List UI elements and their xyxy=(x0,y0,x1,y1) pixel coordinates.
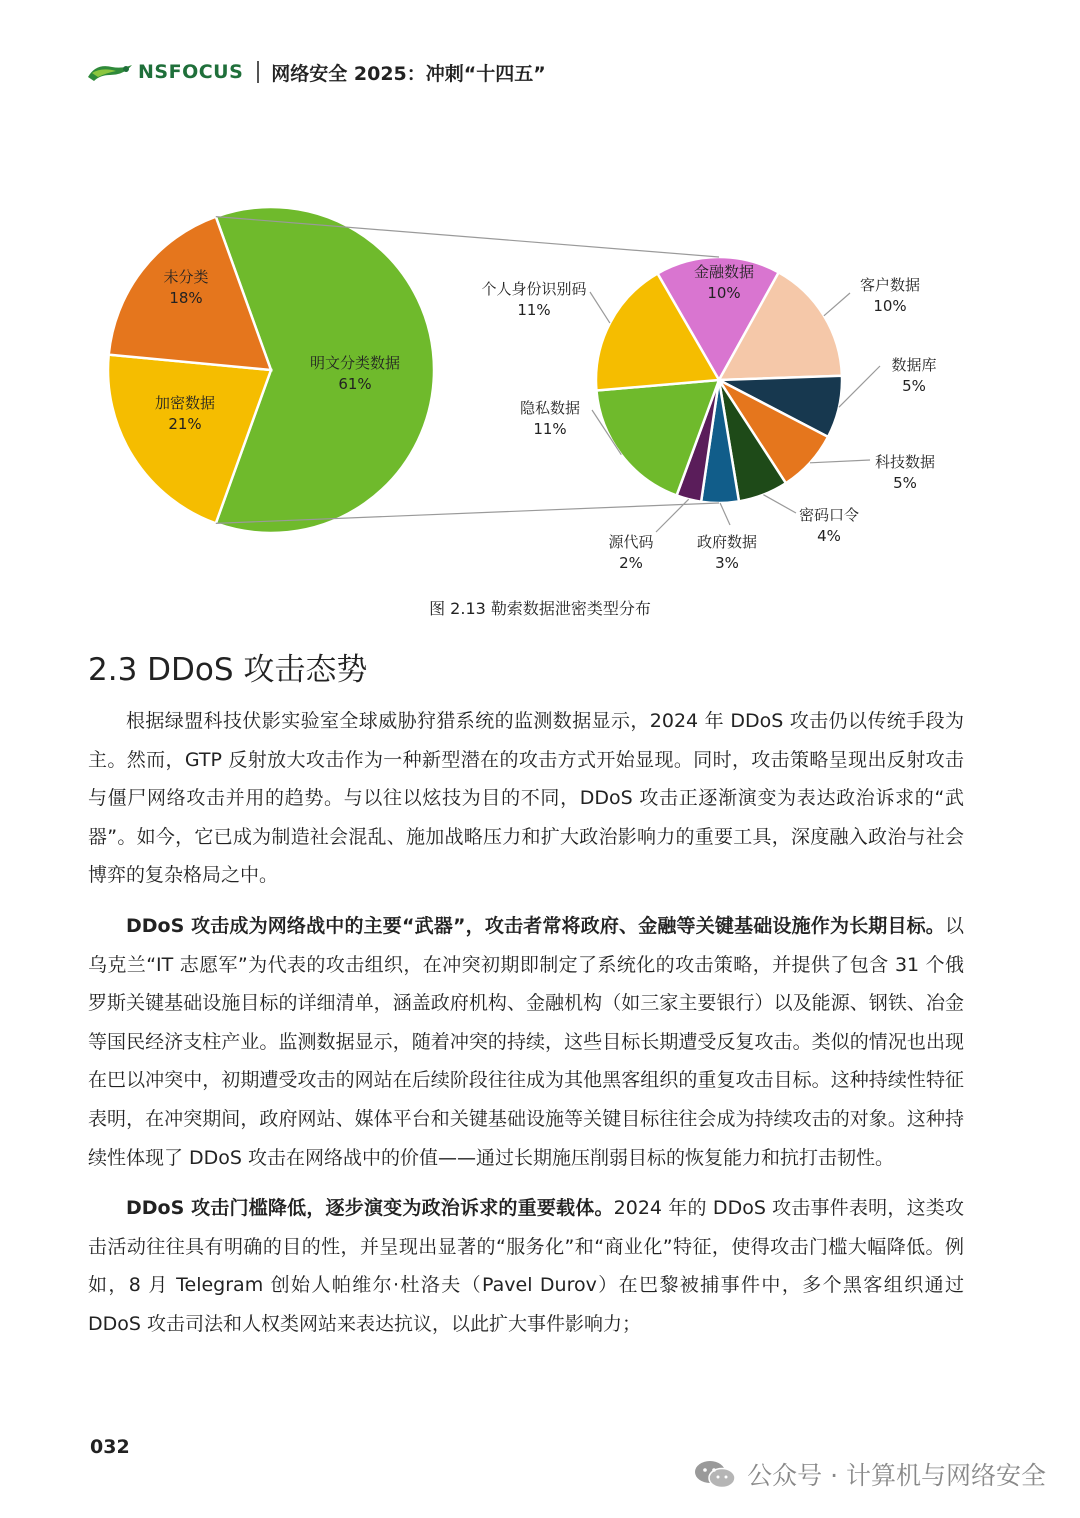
sub-slice-4-label: 密码口令 xyxy=(798,506,860,524)
leader-line-6 xyxy=(656,499,689,532)
sub-slice-7-label: 隐私数据 xyxy=(519,399,581,417)
figure-caption: 图 2.13 勒索数据泄密类型分布 xyxy=(429,599,651,618)
sub-slice-8-label: 个人身份识别码 xyxy=(481,280,587,298)
paragraph-3-text: 2024 年的 DDoS 攻击事件表明，这类攻击活动往往具有明确的目的性，并呈现出显著的“服务化”和“商业化”特征，使得攻击门槛大幅降低。例如，8 月 Telegram 创始人帕维尔·杜洛夫（Pavel Durov）在巴黎被捕事件中，多个黑客组织通过 DDoS 攻击司法和人权类网站来表达抗议，以此扩大事件影响力； xyxy=(88,1197,964,1335)
sub-slice-2-value: 5% xyxy=(902,377,926,395)
watermark-text: 公众号 · 计算机与网络安全 xyxy=(747,1461,1046,1490)
sub-slice-6-label: 源代码 xyxy=(608,533,654,551)
sub-slice-4-value: 4% xyxy=(817,527,841,545)
paragraph-2 xyxy=(88,907,964,1177)
body-text xyxy=(88,702,964,1356)
pie-of-pie-chart xyxy=(0,190,1080,590)
paragraph-3-lead: DDoS 攻击门槛降低，逐步演变为政治诉求的重要载体。 xyxy=(126,1197,614,1220)
main-slice-2-label: 未分类 xyxy=(163,268,209,286)
wechat-icon xyxy=(693,1459,737,1489)
sub-slice-6-value: 2% xyxy=(619,554,643,572)
document-title: 网络安全 2025：冲刺“十四五” xyxy=(271,62,546,85)
sub-slice-5-value: 3% xyxy=(715,554,739,572)
paragraph-3 xyxy=(88,1189,964,1343)
sub-slice-1-value: 10% xyxy=(873,297,907,315)
leader-line-5 xyxy=(720,503,730,525)
main-slice-1-value: 21% xyxy=(168,415,202,433)
paragraph-1-text: 根据绿盟科技伏影实验室全球威胁狩猎系统的监测数据显示，2024 年 DDoS 攻击仍以传统手段为主。然而，GTP 反射放大攻击作为一种新型潜在的攻击方式开始显现。同时，攻击策略呈现出反射攻击与僵尸网络攻击并用的趋势。与以往以炫技为目的不同，DDoS 攻击正逐渐演变为表达政治诉求的“武器”。如今，它已成为制造社会混乱、施加战略压力和扩大政治影响力的重要工具，深度融入政治与社会博弈的复杂格局之中。 xyxy=(88,710,964,887)
main-slice-2-value: 18% xyxy=(169,289,203,307)
paragraph-1 xyxy=(88,702,964,895)
sub-slice-7-value: 11% xyxy=(533,420,567,438)
main-slice-1-label: 加密数据 xyxy=(154,394,216,412)
sub-slice-3-label: 科技数据 xyxy=(874,453,936,471)
main-slice-0-label: 明文分类数据 xyxy=(309,354,401,372)
sub-slice-0-label: 金融数据 xyxy=(693,263,755,281)
sub-slice-1-label: 客户数据 xyxy=(859,276,921,294)
leader-line-1 xyxy=(824,293,850,316)
leader-line-2 xyxy=(839,366,880,407)
section-title: 2.3 DDoS 攻击态势 xyxy=(88,652,368,688)
sub-slice-5-label: 政府数据 xyxy=(696,533,758,551)
leader-line-4 xyxy=(763,495,796,513)
leader-line-8 xyxy=(590,292,610,323)
chart-canvas xyxy=(0,190,1080,590)
sub-slice-0-value: 10% xyxy=(707,284,741,302)
page-number: 032 xyxy=(90,1436,130,1458)
sub-slice-2-label: 数据库 xyxy=(891,356,937,374)
header-divider xyxy=(257,61,259,83)
watermark xyxy=(693,1456,1046,1492)
sub-slice-3-value: 5% xyxy=(893,474,917,492)
leader-line-3 xyxy=(810,460,870,463)
logo-text: NSFOCUS xyxy=(138,61,244,83)
page-header xyxy=(86,52,546,92)
logo-mark-icon xyxy=(86,59,134,85)
main-slice-0-value: 61% xyxy=(338,375,372,393)
nsfocus-logo xyxy=(86,59,243,85)
paragraph-2-text: 以乌克兰“IT 志愿军”为代表的攻击组织，在冲突初期即制定了系统化的攻击策略，并提供了包含 31 个俄罗斯关键基础设施目标的详细清单，涵盖政府机构、金融机构（如三家主要银行）以及能源、钢铁、冶金等国民经济支柱产业。监测数据显示，随着冲突的持续，这些目标长期遭受反复攻击。类似的情况也出现在巴以冲突中，初期遭受攻击的网站在后续阶段往往成为其他黑客组织的重复攻击目标。这种持续性特征表明，在冲突期间，政府网站、媒体平台和关键基础设施等关键目标往往会成为持续攻击的对象。这种持续性体现了 DDoS 攻击在网络战中的价值——通过长期施压削弱目标的恢复能力和抗打击韧性。 xyxy=(88,914,964,1169)
sub-slice-8-value: 11% xyxy=(517,301,551,319)
paragraph-2-lead: DDoS 攻击成为网络战中的主要“武器”，攻击者常将政府、金融等关键基础设施作为长期目标。 xyxy=(126,914,945,937)
